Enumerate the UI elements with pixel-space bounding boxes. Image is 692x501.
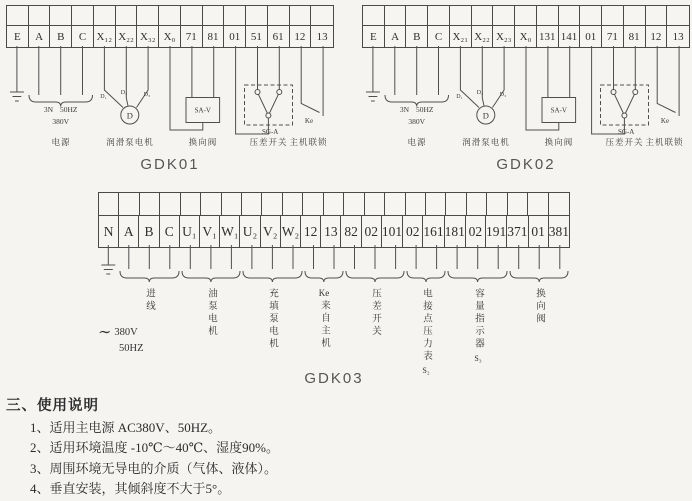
terminal-box — [667, 6, 689, 25]
terminal-top-row — [362, 5, 690, 26]
diagram-gdk03 — [98, 190, 570, 390]
terminal-box — [467, 193, 487, 215]
terminal-label: 71 — [602, 26, 624, 47]
terminal-box — [303, 193, 323, 215]
terminal-box — [515, 6, 537, 25]
terminal-label: 371 — [507, 216, 528, 247]
terminal-box — [283, 193, 303, 215]
terminal-label: X₂₁ — [450, 26, 472, 47]
power-spec-2: 380V — [52, 117, 70, 126]
group-wires — [129, 245, 560, 269]
label-power: 电源 — [51, 137, 71, 147]
motor-letter: D — [482, 110, 489, 121]
terminal-label: A — [29, 26, 51, 47]
terminal-box — [363, 6, 385, 25]
terminal-label: C — [428, 26, 450, 47]
terminal-label: A — [119, 216, 139, 247]
motor-lead-3: D₃ — [143, 92, 151, 98]
terminal-label: 02 — [362, 216, 382, 247]
terminal-box — [385, 6, 407, 25]
interlock-contact — [657, 46, 679, 125]
terminal-label: W₁ — [220, 216, 240, 247]
terminal-label: C — [160, 216, 180, 247]
group-braces — [120, 271, 568, 282]
terminal-label: X₁₂ — [94, 26, 116, 47]
terminal-box — [602, 6, 624, 25]
valve-box-label: SA-V — [550, 106, 567, 115]
note-item: 4、垂直安装，其倾斜度不大于5°。 — [30, 481, 231, 497]
diagram-title-gdk02: GDK02 — [496, 156, 556, 173]
terminal-box — [242, 193, 262, 215]
label-motor: 润滑泵电机 — [462, 137, 510, 147]
power-spec-1: 3N 50HZ — [43, 105, 78, 114]
label-oil-pump-motor: 油泵电机 — [206, 288, 216, 338]
valve-box-label: SA-V — [194, 106, 211, 115]
label-inlet: 进线 — [144, 288, 154, 313]
terminal-strip-gdk01 — [6, 5, 334, 48]
terminal-box — [508, 193, 528, 215]
terminal-box — [446, 193, 466, 215]
terminal-box — [428, 6, 450, 25]
terminal-box — [537, 6, 559, 25]
diagram-title-gdk03: GDK03 — [304, 370, 364, 387]
terminal-box — [646, 6, 668, 25]
note-item: 2、适用环境温度 -10℃～40℃、湿度90%。 — [30, 440, 279, 456]
terminal-strip-gdk02 — [362, 5, 690, 48]
diagram-title-gdk01: GDK01 — [140, 156, 200, 173]
terminal-label: C — [72, 26, 94, 47]
terminal-label: 13 — [316, 30, 328, 43]
note-item: 3、周围环境无导电的介质（气体、液体）。 — [30, 460, 278, 476]
terminal-label: E — [363, 26, 385, 47]
terminal-label: N — [99, 216, 119, 247]
terminal-label: 101 — [382, 216, 403, 247]
diagram-gdk01 — [6, 5, 334, 185]
label-ke-from-host: Ke 来自主机 — [318, 288, 330, 350]
label-power: 电源 — [407, 137, 427, 147]
terminal-label: 01 — [224, 26, 246, 47]
motor-lead-1: D₁ — [456, 94, 463, 100]
diagram-gdk02 — [362, 5, 690, 185]
pressure-switch — [592, 46, 649, 136]
motor-lead-2: D₂ — [476, 90, 484, 96]
terminal-label: 02 — [403, 216, 423, 247]
label-motor: 润滑泵电机 — [106, 137, 154, 147]
power-spec-1: 3N 50HZ — [399, 105, 434, 114]
terminal-strip-gdk03 — [98, 192, 570, 248]
terminal-label: 71 — [181, 26, 203, 47]
terminal-label-row — [6, 26, 334, 48]
motor-letter: D — [126, 110, 133, 121]
terminal-top-row — [98, 192, 570, 216]
terminal-box — [224, 6, 246, 25]
ac-symbol: ∼ — [98, 324, 112, 341]
terminal-top-row — [6, 5, 334, 26]
terminal-box — [72, 6, 94, 25]
terminal-label: 13 — [672, 30, 684, 43]
terminal-label: 141 — [559, 26, 581, 47]
terminal-box — [559, 6, 581, 25]
terminal-label: X₀ — [159, 26, 181, 47]
ac-power-note: ∼ 380V 50HZ — [98, 324, 144, 354]
terminal-label: B — [406, 26, 428, 47]
pressure-switch-tag: SG-A — [262, 128, 279, 136]
terminal-box — [119, 193, 139, 215]
contact-tag: Ke — [660, 117, 670, 125]
valve-circuit — [526, 46, 576, 130]
terminal-box — [624, 6, 646, 25]
terminal-label-row — [98, 216, 570, 248]
terminal-label: 191 — [486, 216, 507, 247]
terminal-box — [246, 6, 268, 25]
valve-circuit — [170, 46, 220, 130]
terminal-box — [406, 193, 426, 215]
terminal-label: X₀ — [515, 26, 537, 47]
label-pressure: 压差开关 — [605, 137, 644, 147]
pressure-switch-tag: SG-A — [618, 128, 635, 136]
terminal-label: X₃₂ — [137, 26, 159, 47]
terminal-label: W₂ — [281, 216, 301, 247]
terminal-label: 01 — [580, 26, 602, 47]
power-spec-2: 380V — [408, 117, 426, 126]
terminal-box — [290, 6, 312, 25]
label-contact-pressure-gauge: 电接点压力表 S₂ — [421, 288, 431, 375]
terminal-label: 161 — [423, 216, 444, 247]
ground-symbol — [10, 46, 24, 101]
terminal-label: A — [385, 26, 407, 47]
label-capacity-indicator: 容量指示器 S₃ — [473, 288, 483, 363]
terminal-label-row — [362, 26, 690, 48]
terminal-box — [493, 6, 515, 25]
label-pressure-switch: 压差开关 — [370, 288, 380, 338]
terminal-box — [406, 6, 428, 25]
terminal-label: 01 — [529, 216, 549, 247]
terminal-label: 02 — [466, 216, 486, 247]
label-pressure: 压差开关 — [249, 137, 288, 147]
terminal-box — [344, 193, 364, 215]
terminal-label: 12 — [301, 216, 321, 247]
label-interlock: 主机联锁 — [645, 137, 684, 147]
motor-symbol — [100, 46, 150, 124]
pressure-switch — [236, 46, 293, 136]
terminal-box — [201, 193, 221, 215]
terminal-box — [426, 193, 446, 215]
motor-lead-1: D₁ — [100, 94, 107, 100]
terminal-box — [450, 6, 472, 25]
terminal-label: B — [139, 216, 159, 247]
terminal-label: 81 — [624, 26, 646, 47]
terminal-box — [137, 6, 159, 25]
terminal-box — [222, 193, 242, 215]
terminal-label: 12 — [290, 26, 312, 47]
terminal-label: 12 — [646, 26, 668, 47]
terminal-box — [385, 193, 405, 215]
terminal-label: 81 — [203, 26, 225, 47]
terminal-box — [324, 193, 344, 215]
terminal-label: B — [50, 26, 72, 47]
terminal-box — [94, 6, 116, 25]
terminal-box — [487, 193, 507, 215]
wiring-gdk03 — [98, 245, 570, 295]
label-directional-valve: 换向阀 — [534, 288, 544, 326]
terminal-box — [140, 193, 160, 215]
terminal-box — [181, 193, 201, 215]
terminal-box — [116, 6, 138, 25]
notes-list — [6, 418, 426, 500]
terminal-box — [528, 193, 548, 215]
terminal-label: 131 — [537, 26, 559, 47]
label-fill-pump-motor: 充填泵电机 — [267, 288, 277, 351]
terminal-box — [29, 6, 51, 25]
label-interlock: 主机联锁 — [289, 137, 328, 147]
terminal-label: X₂₃ — [493, 26, 515, 47]
terminal-box — [365, 193, 385, 215]
terminal-label: 51 — [246, 26, 268, 47]
terminal-box — [99, 193, 119, 215]
terminal-label: 61 — [268, 26, 290, 47]
notes-heading: 三、使用说明 — [6, 398, 99, 414]
terminal-box — [549, 193, 569, 215]
terminal-box — [580, 6, 602, 25]
terminal-label: E — [7, 26, 29, 47]
terminal-label: X₂₂ — [116, 26, 138, 47]
label-valve: 换向阀 — [188, 137, 218, 147]
terminal-label: U₁ — [180, 216, 200, 247]
terminal-label: 181 — [445, 216, 466, 247]
terminal-box — [262, 193, 282, 215]
interlock-contact — [301, 46, 323, 125]
terminal-box — [7, 6, 29, 25]
label-valve: 换向阀 — [544, 137, 574, 147]
terminal-label: 381 — [548, 223, 569, 239]
terminal-label: X₂₂ — [472, 26, 494, 47]
ground-symbol — [366, 46, 380, 101]
terminal-label: 82 — [341, 216, 361, 247]
power-wires — [385, 46, 449, 126]
terminal-box — [160, 193, 180, 215]
motor-lead-2: D₂ — [120, 90, 128, 96]
motor-symbol — [456, 46, 506, 124]
terminal-box — [311, 6, 333, 25]
terminal-box — [50, 6, 72, 25]
ground-symbol — [101, 245, 115, 274]
usage-notes — [6, 394, 426, 500]
terminal-box — [159, 6, 181, 25]
terminal-box — [203, 6, 225, 25]
note-item: 1、适用主电源 AC380V、50HZ。 — [30, 420, 222, 435]
terminal-box — [181, 6, 203, 25]
terminal-label: U₂ — [240, 216, 260, 247]
contact-tag: Ke — [304, 117, 314, 125]
power-wires — [29, 46, 93, 126]
terminal-box — [268, 6, 290, 25]
terminal-label: 13 — [321, 216, 341, 247]
motor-lead-3: D₃ — [499, 92, 507, 98]
terminal-label: V₁ — [200, 216, 220, 247]
terminal-label: V₂ — [261, 216, 281, 247]
terminal-box — [472, 6, 494, 25]
